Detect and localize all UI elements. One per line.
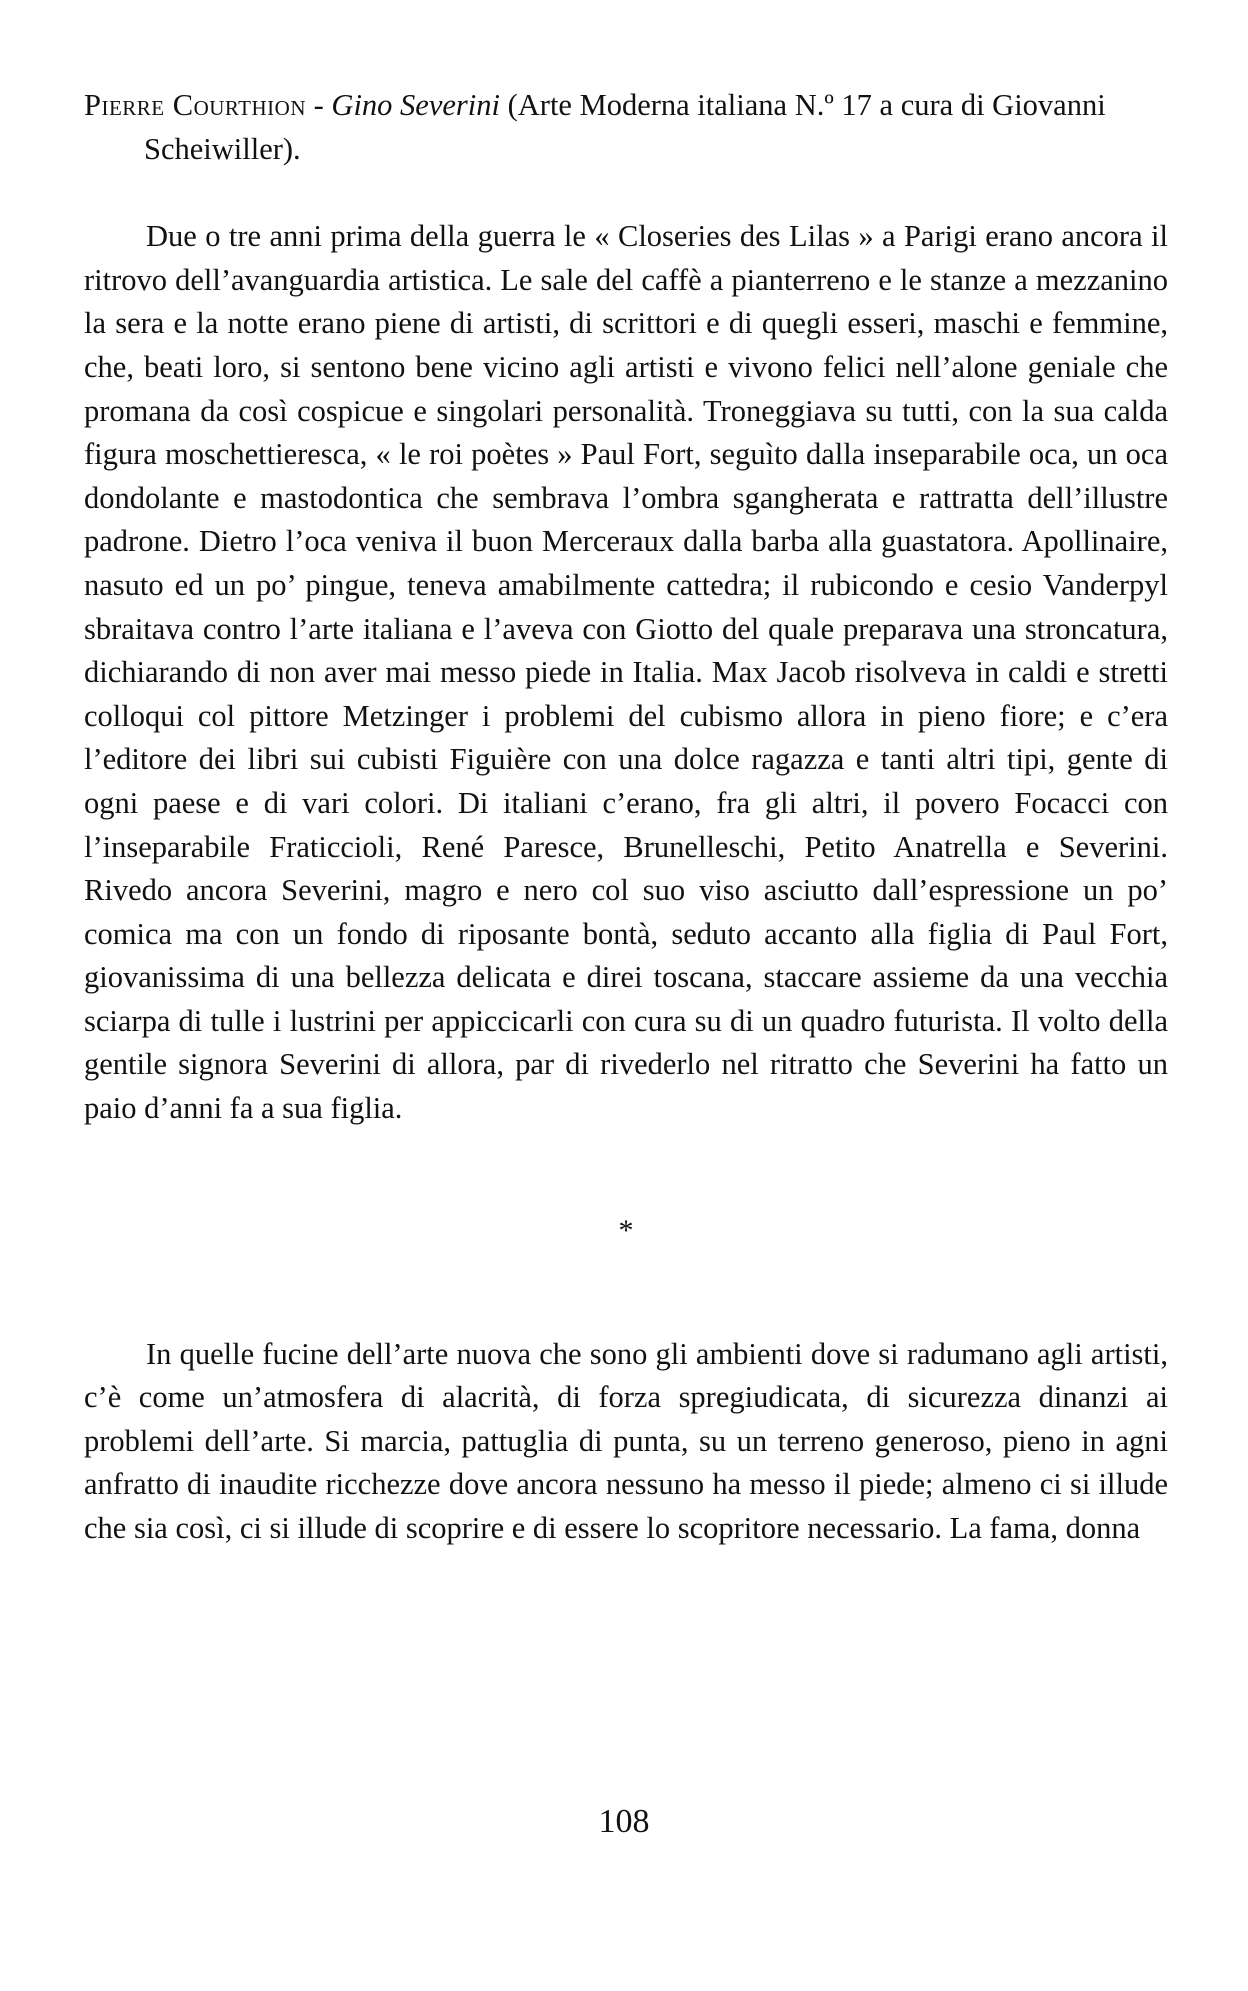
page-content <box>84 84 1168 1551</box>
author-name: Pierre Courthion <box>84 88 306 122</box>
bibliographic-header <box>84 84 1168 171</box>
paragraph-1: Due o tre anni prima della guerra le « Closeries des Lilas » a Parigi erano ancora il ritrovo dell’avanguardia artistica. Le sale del caffè a pianterreno e le stanze a mezzanino la sera e la notte erano piene di artisti, di scrittori e di quegli esseri, maschi e femmine, che, beati loro, si sentono bene vicino agli artisti e vivono felici nell’alone geniale che promana da così cospicue e singolari personalità. Troneggiava su tutti, con la sua calda figura moschettieresca, « le roi poètes » Paul Fort, seguìto dalla inseparabile oca, un oca dondolante e mastodontica che sembrava l’ombra sgangherata e rattratta dell’illustre padrone. Dietro l’oca veniva il buon Merceraux dalla barba alla guastatora. Apollinaire, nasuto ed un po’ pingue, teneva amabilmente cattedra; il rubicondo e cesio Vanderpyl sbraitava contro l’arte italiana e l’aveva con Giotto del quale preparava una stroncatura, dichiarando di non aver mai messo piede in Italia. Max Jacob risolveva in caldi e stretti colloqui col pittore Metzinger i problemi del cubismo allora in pieno fiore; e c’era l’editore dei libri sui cubisti Figuière con una dolce ragazza e tanti altri tipi, gente di ogni paese e di vari colori. Di italiani c’erano, fra gli altri, il povero Focacci con l’inseparabile Fraticcioli, René Paresce, Brunelleschi, Petito Anatrella e Severini. Rivedo ancora Severini, magro e nero col suo viso asciutto dall’espressione un po’ comica ma con un fondo di riposante bontà, seduto accanto alla figlia di Paul Fort, giovanissima di una bellezza delicata e direi toscana, staccare assieme da una vecchia sciarpa di tulle i lustrini per appiccicarli con cura su di un quadro futurista. Il volto della gentile signora Severini di allora, par di rivederlo nel ritratto che Severini ha fatto un paio d’anni fa a sua figlia. <box>84 219 1168 1126</box>
book-details: (Arte Moderna italiana N.º 17 a cura di Giovanni Scheiwiller). <box>144 88 1106 166</box>
header-dash: - <box>306 88 332 122</box>
section-separator: * <box>618 1213 634 1247</box>
page-number: 108 <box>598 1803 650 1840</box>
paragraph-2: In quelle fucine dell’arte nuova che sono gli ambienti dove si radumano agli artisti, c’è come un’atmosfera di alacrità, di forza spregiudicata, di sicurezza dinanzi ai problemi dell’arte. Si marcia, pattuglia di punta, su un terreno generoso, pieno in agni anfratto di inaudite ricchezze dove ancora nessuno ha messo il piede; almeno ci si illude che sia così, ci si illude di scoprire e di essere lo scopritore necessario. La fama, donna <box>84 1336 1168 1546</box>
book-title: Gino Severini <box>331 88 500 122</box>
